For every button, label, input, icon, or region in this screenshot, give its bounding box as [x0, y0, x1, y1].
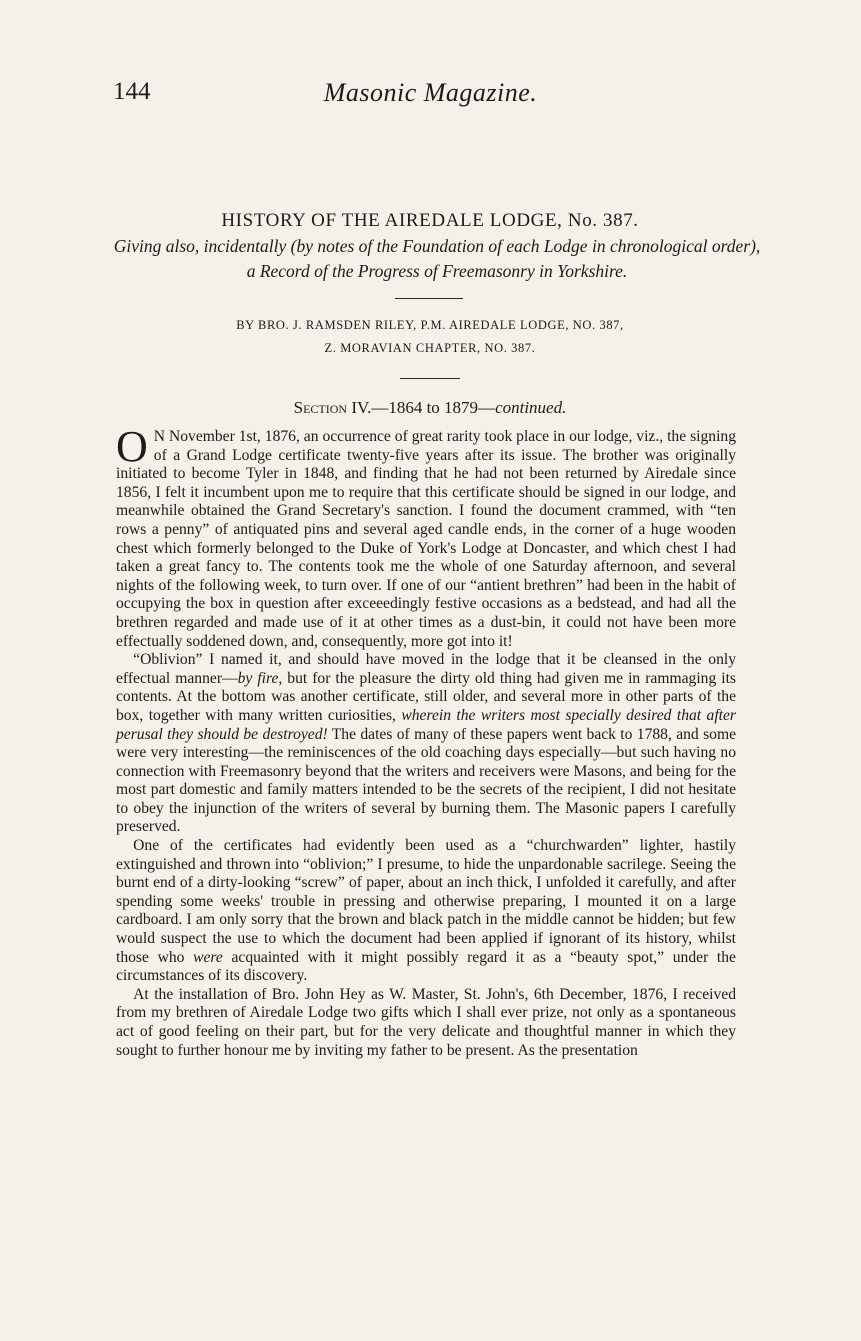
section-heading: [200, 398, 660, 418]
paragraph-2-italic-fire: by fire: [237, 669, 279, 687]
page-header: [0, 76, 861, 112]
paragraph-3-italic-were: were: [193, 948, 223, 966]
article-title: HISTORY OF THE AIREDALE LODGE, No. 387.: [221, 210, 639, 231]
byline-divider: [400, 378, 460, 379]
article-body: [116, 422, 736, 1060]
page-number: 144: [113, 78, 151, 105]
paragraph-3-text-a: One of the certificates had evidently been used as a “churchwarden” lighter, hastily extinguished and thrown into “oblivion;” I presume, to hide the unpardonable sacrilege. Seeing the burnt end of a dirty-looking “screw” of paper, about an inch thick, I unfolded it carefully, and after spending some weeks' trouble in pressing and otherwise preparing, I mounted it on a large cardboard. I am only sorry that the brown and black patch in the middle cannot be hidden; but few would suspect the use to which the document had been applied if ignorant of its history, whilst those who: [116, 837, 736, 966]
section-continued: continued.: [495, 398, 567, 417]
paragraph-3: [116, 837, 736, 986]
article-subtitle: Giving also, incidentally (by notes of the Foundation of each Lodge in chronological order), a Record of the Progress of Freemasonry in Yorkshire.: [113, 236, 761, 281]
paragraph-2-text-c: , but for the pleasure the dirty old thing had given me in rammaging its contents. At the bottom was another certificate, still older, and several more in other parts of the box, together with many written curiosities,: [116, 669, 736, 724]
paragraph-4-text: At the installation of Bro. John Hey as W. Master, St. John's, 6th December, 1876, I received from my brethren of Airedale Lodge two gifts which I shall ever prize, not only as a spontaneous act of good feeling on their part, but for the very delicate and thoughtful manner in which they sought to further honour me by inviting my father to be present. As the presentation: [116, 985, 736, 1059]
section-label: Section IV.: [293, 398, 372, 417]
paragraph-1: [116, 422, 736, 651]
section-dates: —1864 to 1879—: [371, 398, 496, 417]
paragraph-2: [116, 651, 736, 837]
running-title: Masonic Magazine.: [323, 78, 538, 107]
paragraph-3-text-c: acquainted with it might possibly regard it as a “beauty spot,” under the circumstances of its discovery.: [116, 948, 736, 985]
paragraph-1-text: N November 1st, 1876, an occurrence of great rarity took place in our lodge, viz., the signing of a Grand Lodge certificate twenty-five years after its issue. The brother was originally initiated to become Tyler in 1848, and finding that he had not been returned by Airedale since 1856, I felt it incumbent upon me to require that this certificate should be signed in our lodge, and meanwhile obtained the Grand Secretary's sanction. I found the document crammed, with “ten rows a penny” of antiquated pins and several aged candle ends, in the corner of a huge wooden chest which formerly belonged to the Duke of York's Lodge at Doncaster, and which chest I had taken a great fancy to. The contents took me the whole of one Saturday afternoon, and several nights of the following week, to turn over. If one of our “antient brethren” had been in the habit of occupying the box in question after exceeedingly festive occasions as a bedstead, and had all the brethren regarded and made use of it at other times as a dust-bin, it could not have been more effectually soddened down, and, consequently, more got into it!: [116, 428, 736, 650]
paragraph-2-text-e: The dates of many of these papers went back to 1788, and some were very interesting—the reminiscences of the old coaching days especially—but such having no connection with Freemasonry beyond that the writers and receivers were Masons, and being for the most part domestic and family matters intended to be the secrets of the recipient, I did not hesitate to obey the injunction of the writers of several by burning them. The Masonic papers I carefully preserved.: [116, 725, 736, 836]
paragraph-2-text-a: “Oblivion” I named it, and should have moved in the lodge that it be cleansed in the only effectual manner—: [116, 651, 736, 687]
drop-cap: O: [116, 422, 148, 471]
byline-line-2: Z. MORAVIAN CHAPTER, NO. 387.: [324, 341, 536, 355]
paragraph-4: [116, 986, 736, 1060]
title-divider: [395, 298, 463, 299]
byline-line-1: BY BRO. J. RAMSDEN RILEY, P.M. AIREDALE LODGE, NO. 387,: [236, 318, 624, 332]
paragraph-2-italic-destroyed: wherein the writers most specially desired that after perusal they should be destroyed!: [116, 706, 736, 743]
